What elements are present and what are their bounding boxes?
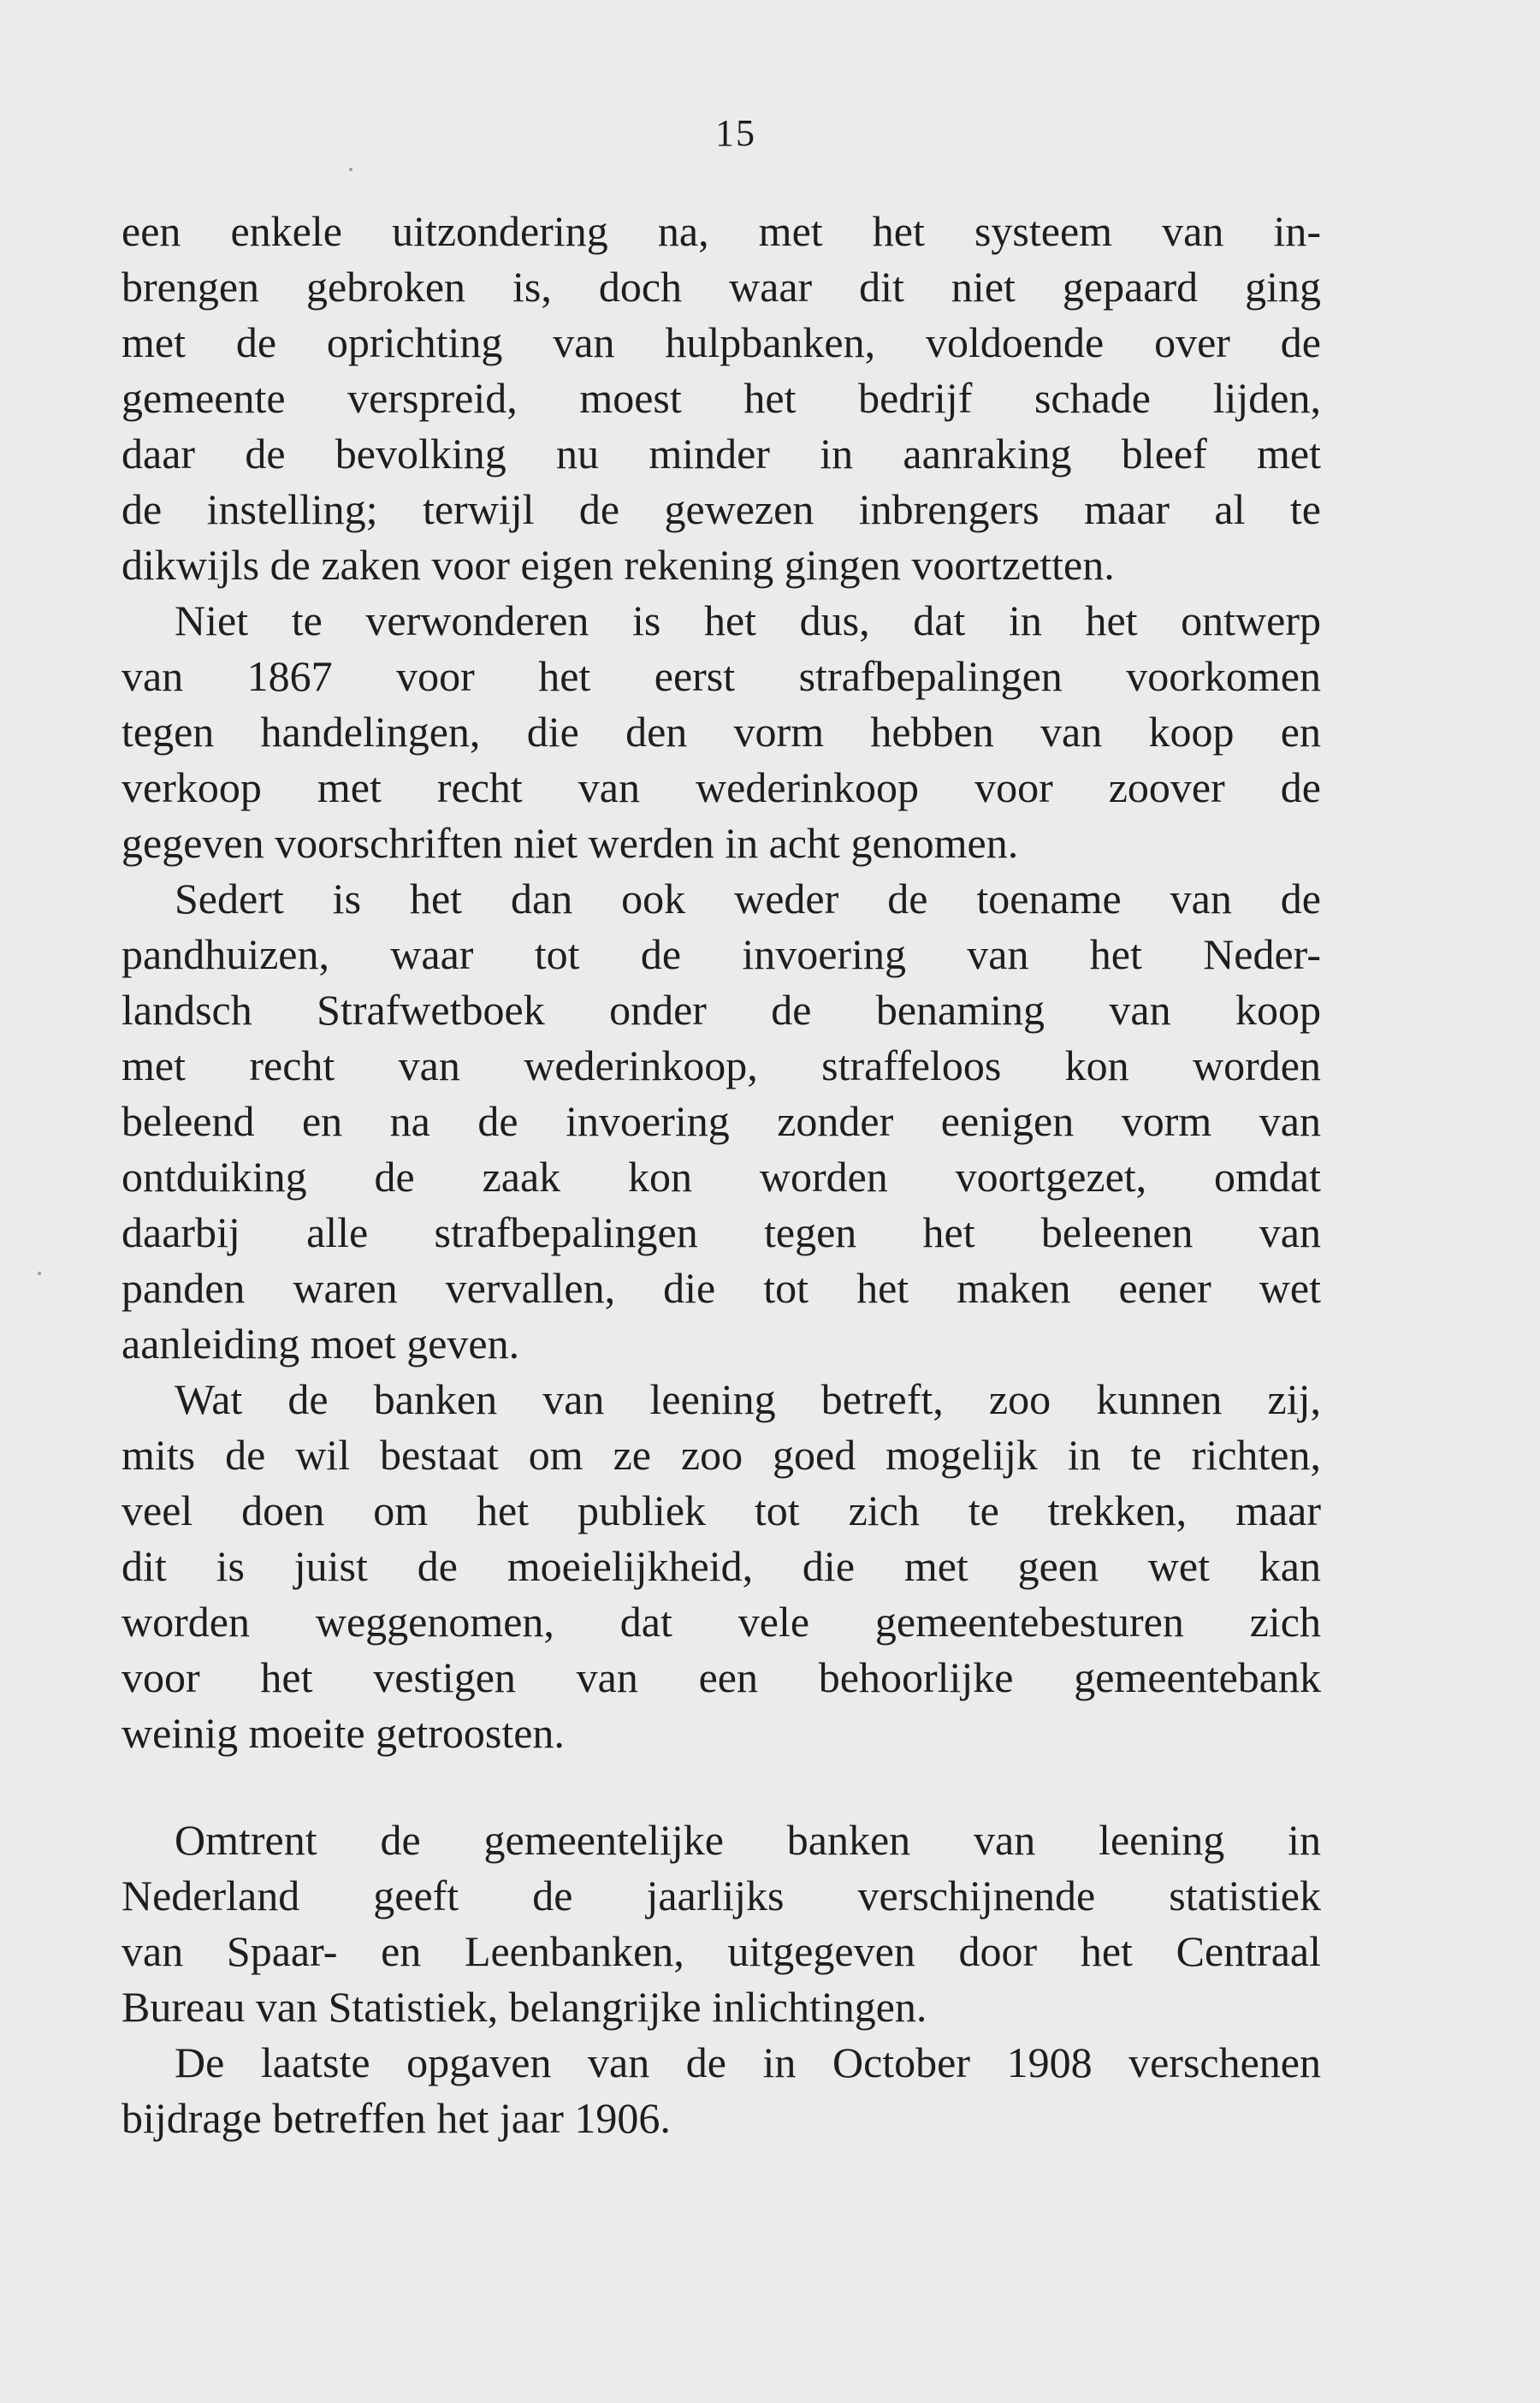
main-text-block — [121, 204, 1321, 1761]
text-line: Bureau van Statistiek, belangrijke inlichtingen. — [121, 1983, 927, 2031]
text-line: met recht van wederinkoop, straffeloos kon worden — [121, 1041, 1321, 1089]
text-line: van Spaar- en Leenbanken, uitgegeven door het Centraal — [121, 1927, 1321, 1975]
text-line: beleend en na de invoering zonder eenigen vorm van — [121, 1097, 1321, 1145]
text-line: brengen gebroken is, doch waar dit niet gepaard ging — [121, 263, 1321, 311]
text-line: panden waren vervallen, die tot het maken eener wet — [121, 1264, 1321, 1312]
second-text-block — [121, 1813, 1321, 2146]
text-line: met de oprichting van hulpbanken, voldoende over de — [121, 318, 1321, 366]
text-line: daarbij alle strafbepalingen tegen het beleenen van — [121, 1208, 1321, 1256]
text-line: dit is juist de moeielijkheid, die met geen wet kan — [121, 1542, 1321, 1590]
text-line: Wat de banken van leening betreft, zoo kunnen zij, — [175, 1375, 1321, 1423]
text-line: worden weggenomen, dat vele gemeentebesturen zich — [121, 1598, 1321, 1646]
paper-speck — [349, 168, 352, 171]
text-line: pandhuizen, waar tot de invoering van het Neder- — [121, 930, 1321, 978]
text-line: tegen handelingen, die den vorm hebben van koop en — [121, 708, 1321, 756]
text-line: weinig moeite getroosten. — [121, 1709, 565, 1757]
text-line: een enkele uitzondering na, met het systeem van in- — [121, 207, 1321, 255]
text-line: verkoop met recht van wederinkoop voor zoover de — [121, 763, 1321, 811]
text-line: veel doen om het publiek tot zich te trekken, maar — [121, 1486, 1321, 1534]
text-line: De laatste opgaven van de in October 1908 verschenen — [175, 2038, 1321, 2086]
text-line: bijdrage betreffen het jaar 1906. — [121, 2094, 671, 2142]
text-line: daar de bevolking nu minder in aanraking bleef met — [121, 430, 1321, 478]
text-line: Niet te verwonderen is het dus, dat in het ontwerp — [175, 596, 1321, 644]
text-line: de instelling; terwijl de gewezen inbrengers maar al te — [121, 485, 1321, 533]
text-line: Sedert is het dan ook weder de toename van de — [175, 875, 1321, 923]
text-line: ontduiking de zaak kon worden voortgezet, omdat — [121, 1153, 1321, 1201]
text-line: gemeente verspreid, moest het bedrijf schade lijden, — [121, 374, 1321, 422]
text-line: gegeven voorschriften niet werden in acht genomen. — [121, 819, 1019, 867]
text-line: Nederland geeft de jaarlijks verschijnende statistiek — [121, 1872, 1321, 1919]
text-line: aanleiding moet geven. — [121, 1320, 520, 1368]
text-line: van 1867 voor het eerst strafbepalingen voorkomen — [121, 652, 1321, 700]
text-line: landsch Strafwetboek onder de benaming van koop — [121, 986, 1321, 1034]
text-line: dikwijls de zaken voor eigen rekening gingen voortzetten. — [121, 541, 1115, 589]
paper-speck — [38, 1272, 41, 1275]
text-line: Omtrent de gemeentelijke banken van leening in — [175, 1816, 1321, 1864]
text-line: mits de wil bestaat om ze zoo goed mogelijk in te richten, — [121, 1431, 1321, 1479]
text-line: voor het vestigen van een behoorlijke gemeentebank — [121, 1653, 1321, 1701]
page-number: 15 — [715, 112, 756, 154]
